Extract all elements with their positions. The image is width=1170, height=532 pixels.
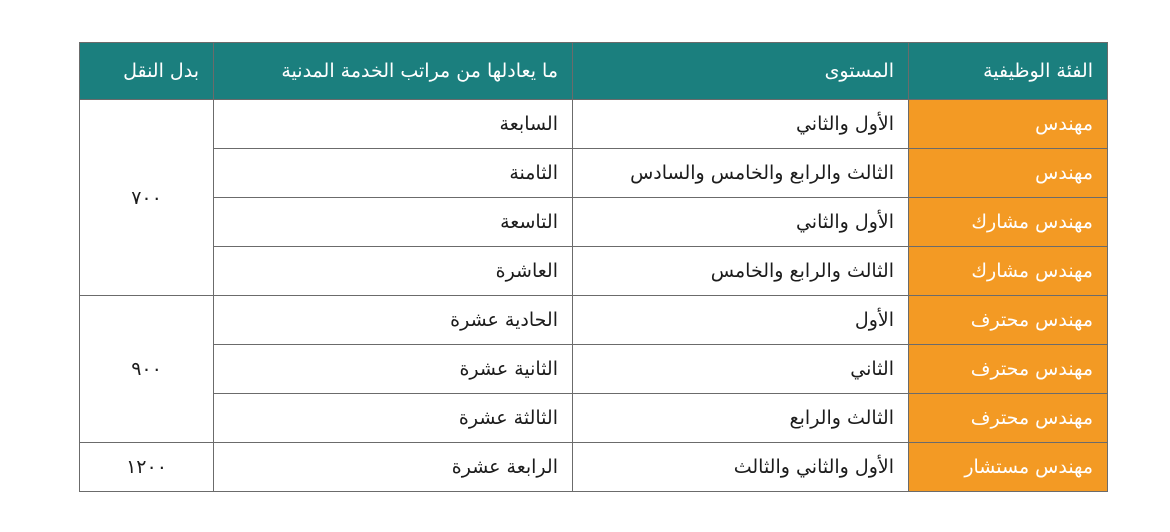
header-category: الفئة الوظيفية bbox=[909, 43, 1108, 100]
civil-rank-cell: التاسعة bbox=[214, 198, 573, 247]
level-cell: الأول والثاني bbox=[573, 198, 909, 247]
civil-rank-cell: السابعة bbox=[214, 100, 573, 149]
header-civil-rank: ما يعادلها من مراتب الخدمة المدنية bbox=[214, 43, 573, 100]
category-cell: مهندس محترف bbox=[909, 296, 1108, 345]
table-row bbox=[80, 149, 1108, 198]
table-row bbox=[80, 296, 1108, 345]
level-cell: الأول bbox=[573, 296, 909, 345]
civil-rank-cell: الحادية عشرة bbox=[214, 296, 573, 345]
category-cell: مهندس مستشار bbox=[909, 443, 1108, 492]
category-cell: مهندس مشارك bbox=[909, 247, 1108, 296]
transport-allowance-cell: ٧٠٠ bbox=[80, 100, 214, 296]
category-cell: مهندس bbox=[909, 100, 1108, 149]
category-cell: مهندس محترف bbox=[909, 394, 1108, 443]
level-cell: الثالث والرابع والخامس bbox=[573, 247, 909, 296]
level-cell: الثالث والرابع bbox=[573, 394, 909, 443]
engineer-ranks-table bbox=[79, 42, 1108, 492]
table-row bbox=[80, 198, 1108, 247]
table-row bbox=[80, 443, 1108, 492]
transport-allowance-cell: ٩٠٠ bbox=[80, 296, 214, 443]
civil-rank-cell: الرابعة عشرة bbox=[214, 443, 573, 492]
table-row bbox=[80, 394, 1108, 443]
level-cell: الثالث والرابع والخامس والسادس bbox=[573, 149, 909, 198]
civil-rank-cell: الثالثة عشرة bbox=[214, 394, 573, 443]
header-row bbox=[80, 43, 1108, 100]
level-cell: الثاني bbox=[573, 345, 909, 394]
table-row bbox=[80, 100, 1108, 149]
category-cell: مهندس bbox=[909, 149, 1108, 198]
level-cell: الأول والثاني bbox=[573, 100, 909, 149]
transport-allowance-cell: ١٢٠٠ bbox=[80, 443, 214, 492]
civil-rank-cell: العاشرة bbox=[214, 247, 573, 296]
category-cell: مهندس محترف bbox=[909, 345, 1108, 394]
level-cell: الأول والثاني والثالث bbox=[573, 443, 909, 492]
civil-rank-cell: الثامنة bbox=[214, 149, 573, 198]
table-row bbox=[80, 345, 1108, 394]
civil-rank-cell: الثانية عشرة bbox=[214, 345, 573, 394]
category-cell: مهندس مشارك bbox=[909, 198, 1108, 247]
header-transport-allowance: بدل النقل bbox=[80, 43, 214, 100]
table-row bbox=[80, 247, 1108, 296]
header-level: المستوى bbox=[573, 43, 909, 100]
